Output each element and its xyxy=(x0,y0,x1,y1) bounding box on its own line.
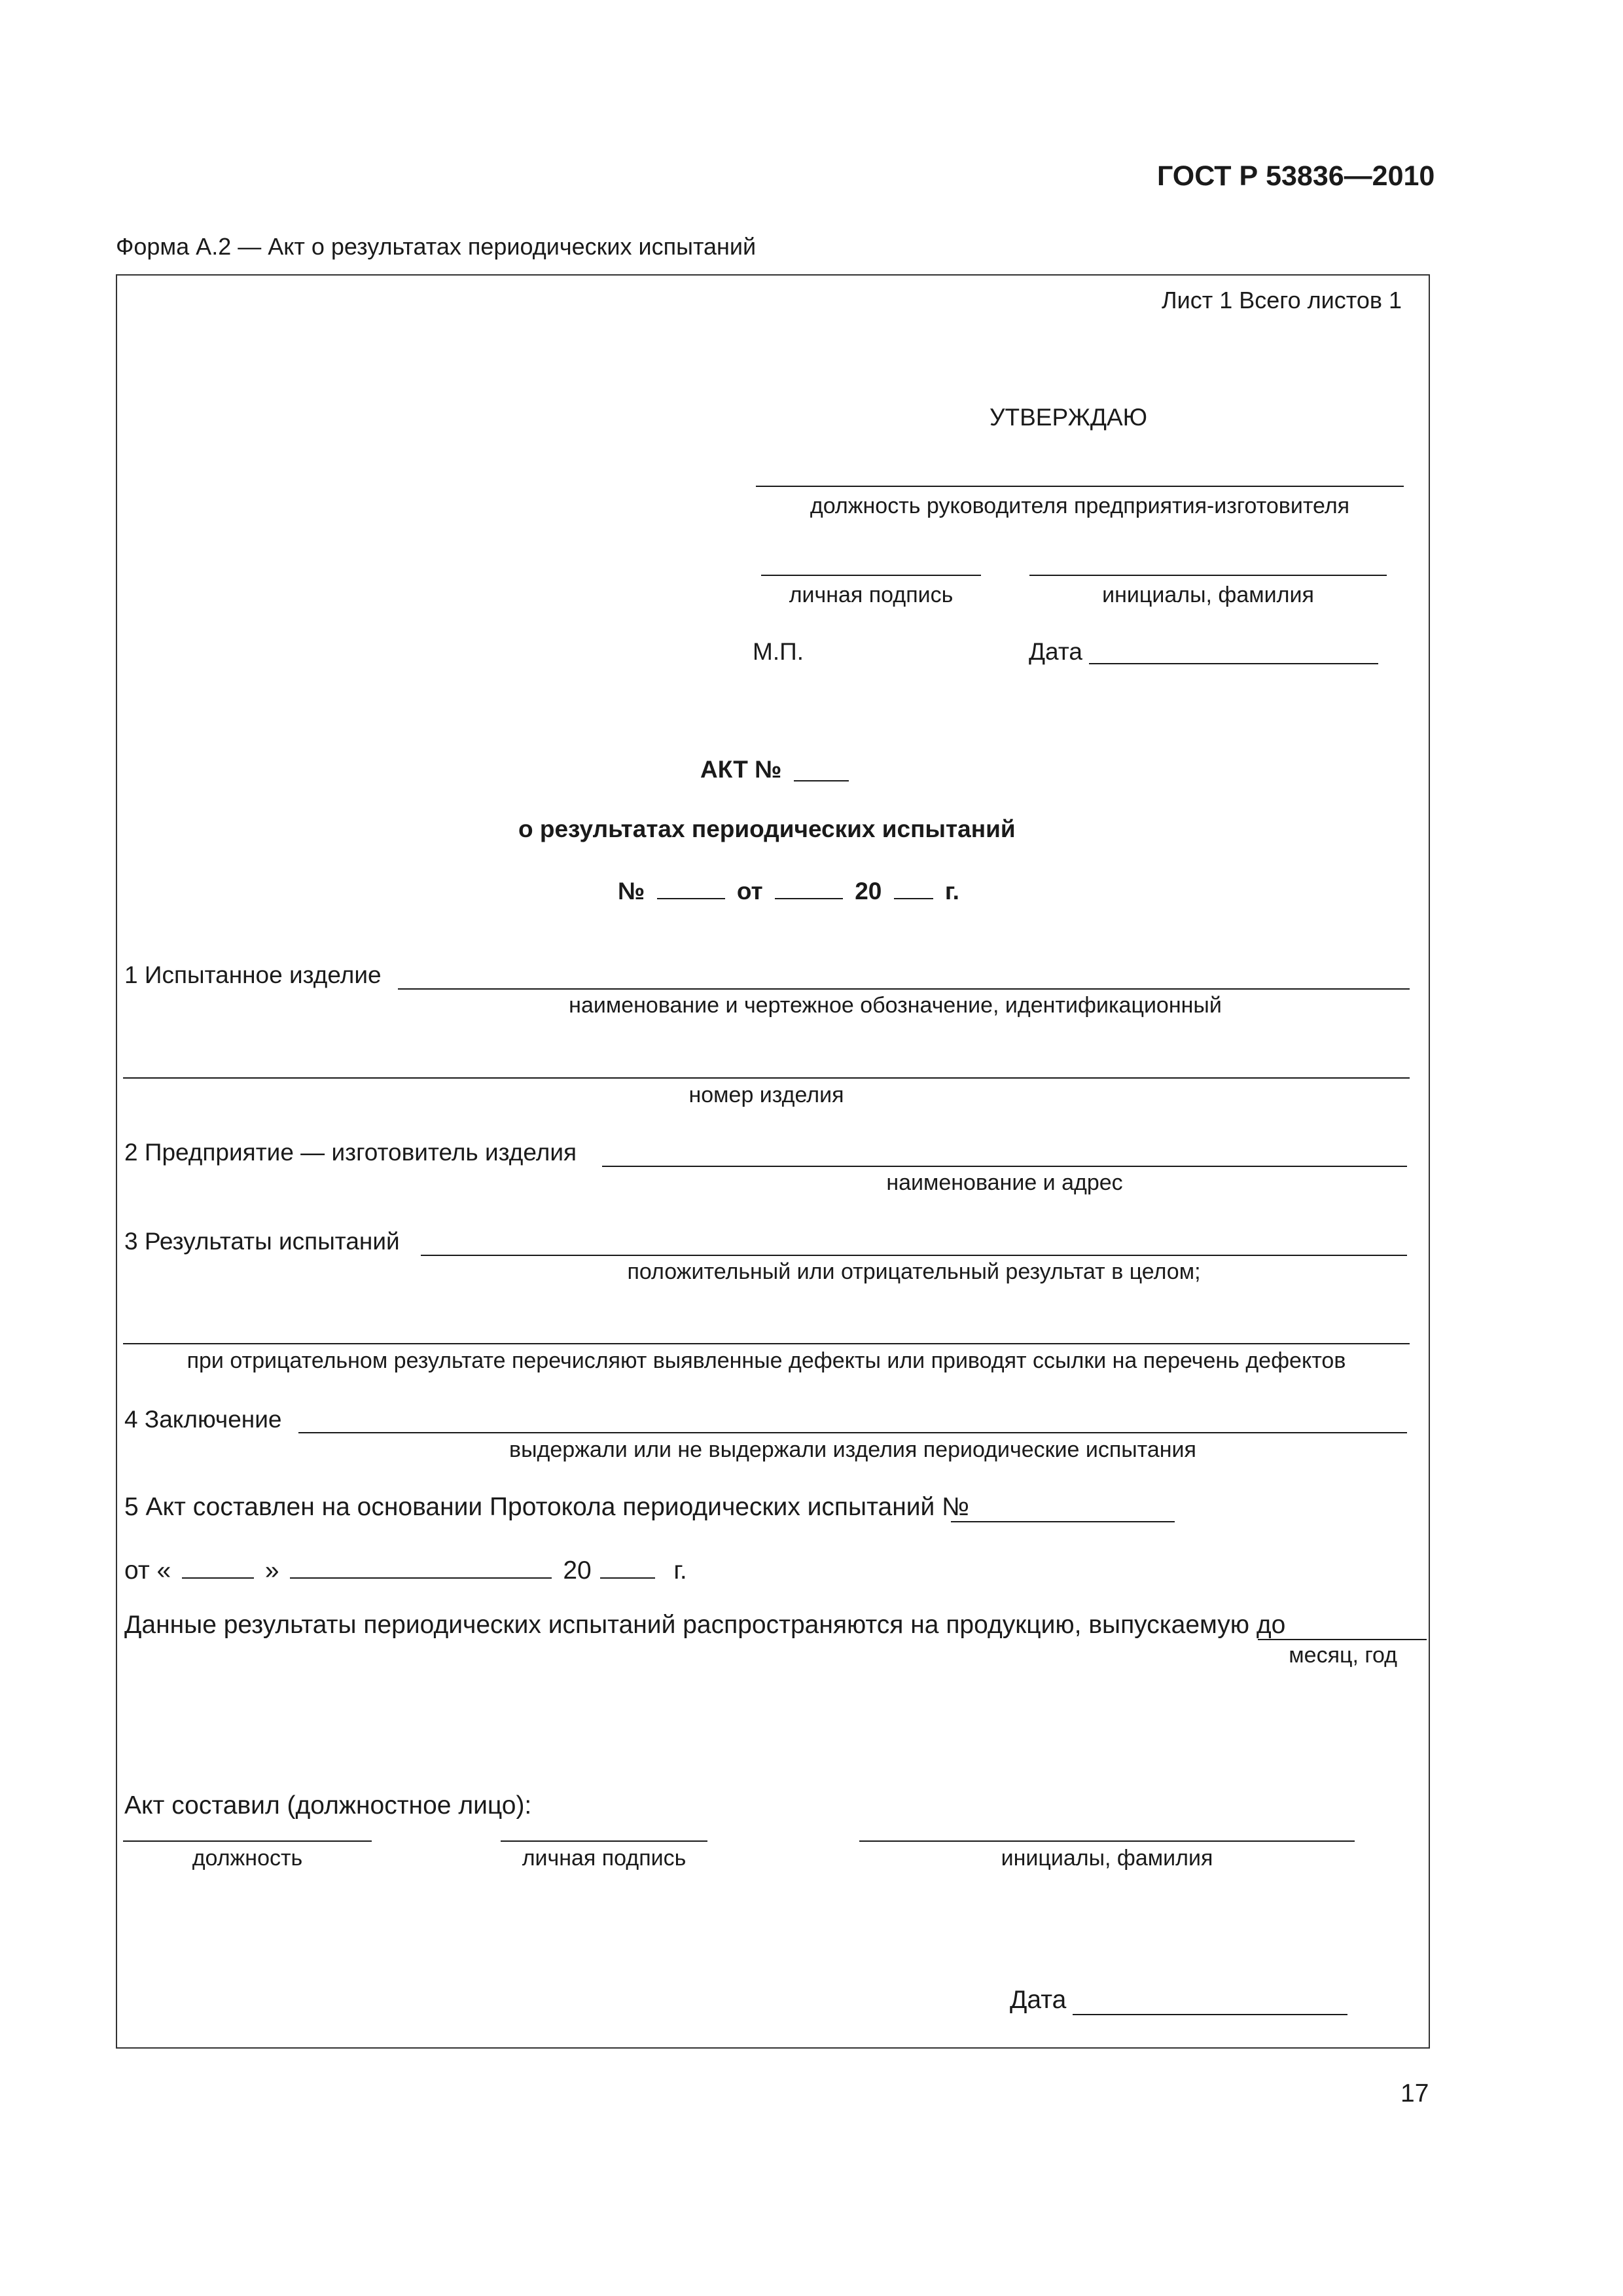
act-from-label: от xyxy=(736,878,763,905)
validity-line[interactable] xyxy=(1258,1639,1427,1640)
act-title xyxy=(700,756,849,783)
composer-signature-line[interactable] xyxy=(501,1840,707,1842)
item2-hint: наименование и адрес xyxy=(886,1170,1123,1195)
approval-date-label: Дата xyxy=(1029,638,1082,665)
item1-hint2: номер изделия xyxy=(688,1083,844,1107)
validity-text: Данные результаты периодических испытаний распространяются на продукцию, выпускаемую до xyxy=(124,1611,1286,1639)
standard-designation: ГОСТ Р 53836—2010 xyxy=(1157,160,1435,192)
approver-name-hint: инициалы, фамилия xyxy=(1102,583,1314,607)
item3-line2[interactable] xyxy=(123,1343,1410,1344)
act-title-text: АКТ № xyxy=(700,756,782,783)
composer-name-hint: инициалы, фамилия xyxy=(1001,1846,1213,1871)
act-number-prefix: № xyxy=(618,878,645,905)
composer-date-label: Дата xyxy=(1010,1986,1067,2014)
protocol-date-row xyxy=(124,1552,687,1585)
item1-label: 1 Испытанное изделие xyxy=(124,961,382,988)
item3-hint2: при отрицательном результате перечисляют выявленные дефекты или приводят ссылки на перечень дефектов xyxy=(187,1348,1346,1373)
act-year-prefix: 20 xyxy=(855,878,882,905)
approver-name-line[interactable] xyxy=(1029,575,1387,576)
act-date-line[interactable] xyxy=(775,874,843,899)
approval-title: УТВЕРЖДАЮ xyxy=(990,404,1148,431)
protocol-date-from: от « xyxy=(124,1556,171,1585)
approver-signature-line[interactable] xyxy=(761,575,981,576)
approver-signature-hint: личная подпись xyxy=(789,583,954,607)
item4-line[interactable] xyxy=(298,1432,1407,1433)
item3-hint1: положительный или отрицательный результат в целом; xyxy=(627,1259,1201,1284)
sheet-info: Лист 1 Всего листов 1 xyxy=(1162,287,1402,314)
item5-label: 5 Акт составлен на основании Протокола периодических испытаний № xyxy=(124,1493,969,1521)
composer-label: Акт составил (должностное лицо): xyxy=(124,1791,532,1820)
composer-signature-hint: личная подпись xyxy=(522,1846,687,1871)
composer-date-line[interactable] xyxy=(1073,2014,1347,2015)
item3-line[interactable] xyxy=(421,1255,1407,1256)
protocol-year-suffix: г. xyxy=(673,1556,687,1585)
act-number-line[interactable] xyxy=(794,756,849,781)
approver-position-hint: должность руководителя предприятия-изготовителя xyxy=(810,493,1350,518)
act-number-row xyxy=(618,874,959,905)
act-year-suffix: г. xyxy=(944,878,959,905)
protocol-month-line[interactable] xyxy=(290,1552,552,1579)
validity-hint: месяц, год xyxy=(1289,1643,1397,1668)
item4-label: 4 Заключение xyxy=(124,1406,282,1433)
item1-line[interactable] xyxy=(398,988,1410,990)
item2-label: 2 Предприятие — изготовитель изделия xyxy=(124,1139,577,1166)
item4-hint: выдержали или не выдержали изделия периодические испытания xyxy=(509,1437,1196,1462)
protocol-year-prefix: 20 xyxy=(563,1556,592,1585)
page-number: 17 xyxy=(1400,2079,1429,2108)
stamp-label: М.П. xyxy=(753,638,804,665)
act-year-line[interactable] xyxy=(894,874,933,899)
protocol-number-line[interactable] xyxy=(951,1521,1175,1522)
protocol-year-line[interactable] xyxy=(600,1552,655,1579)
act-reg-number-line[interactable] xyxy=(657,874,725,899)
item1-hint1: наименование и чертежное обозначение, идентификационный xyxy=(569,993,1222,1018)
form-caption: Форма А.2 — Акт о результатах периодических испытаний xyxy=(116,233,757,260)
approver-position-line[interactable] xyxy=(756,486,1404,487)
item3-label: 3 Результаты испытаний xyxy=(124,1228,400,1255)
composer-position-hint: должность xyxy=(192,1846,303,1871)
protocol-day-line[interactable] xyxy=(182,1552,254,1579)
protocol-date-quote: » xyxy=(264,1556,279,1585)
item1-line2[interactable] xyxy=(123,1077,1410,1079)
item2-line[interactable] xyxy=(602,1166,1407,1167)
act-subtitle: о результатах периодических испытаний xyxy=(518,816,1016,842)
composer-name-line[interactable] xyxy=(859,1840,1355,1842)
composer-position-line[interactable] xyxy=(123,1840,372,1842)
approval-date-line[interactable] xyxy=(1089,663,1378,664)
